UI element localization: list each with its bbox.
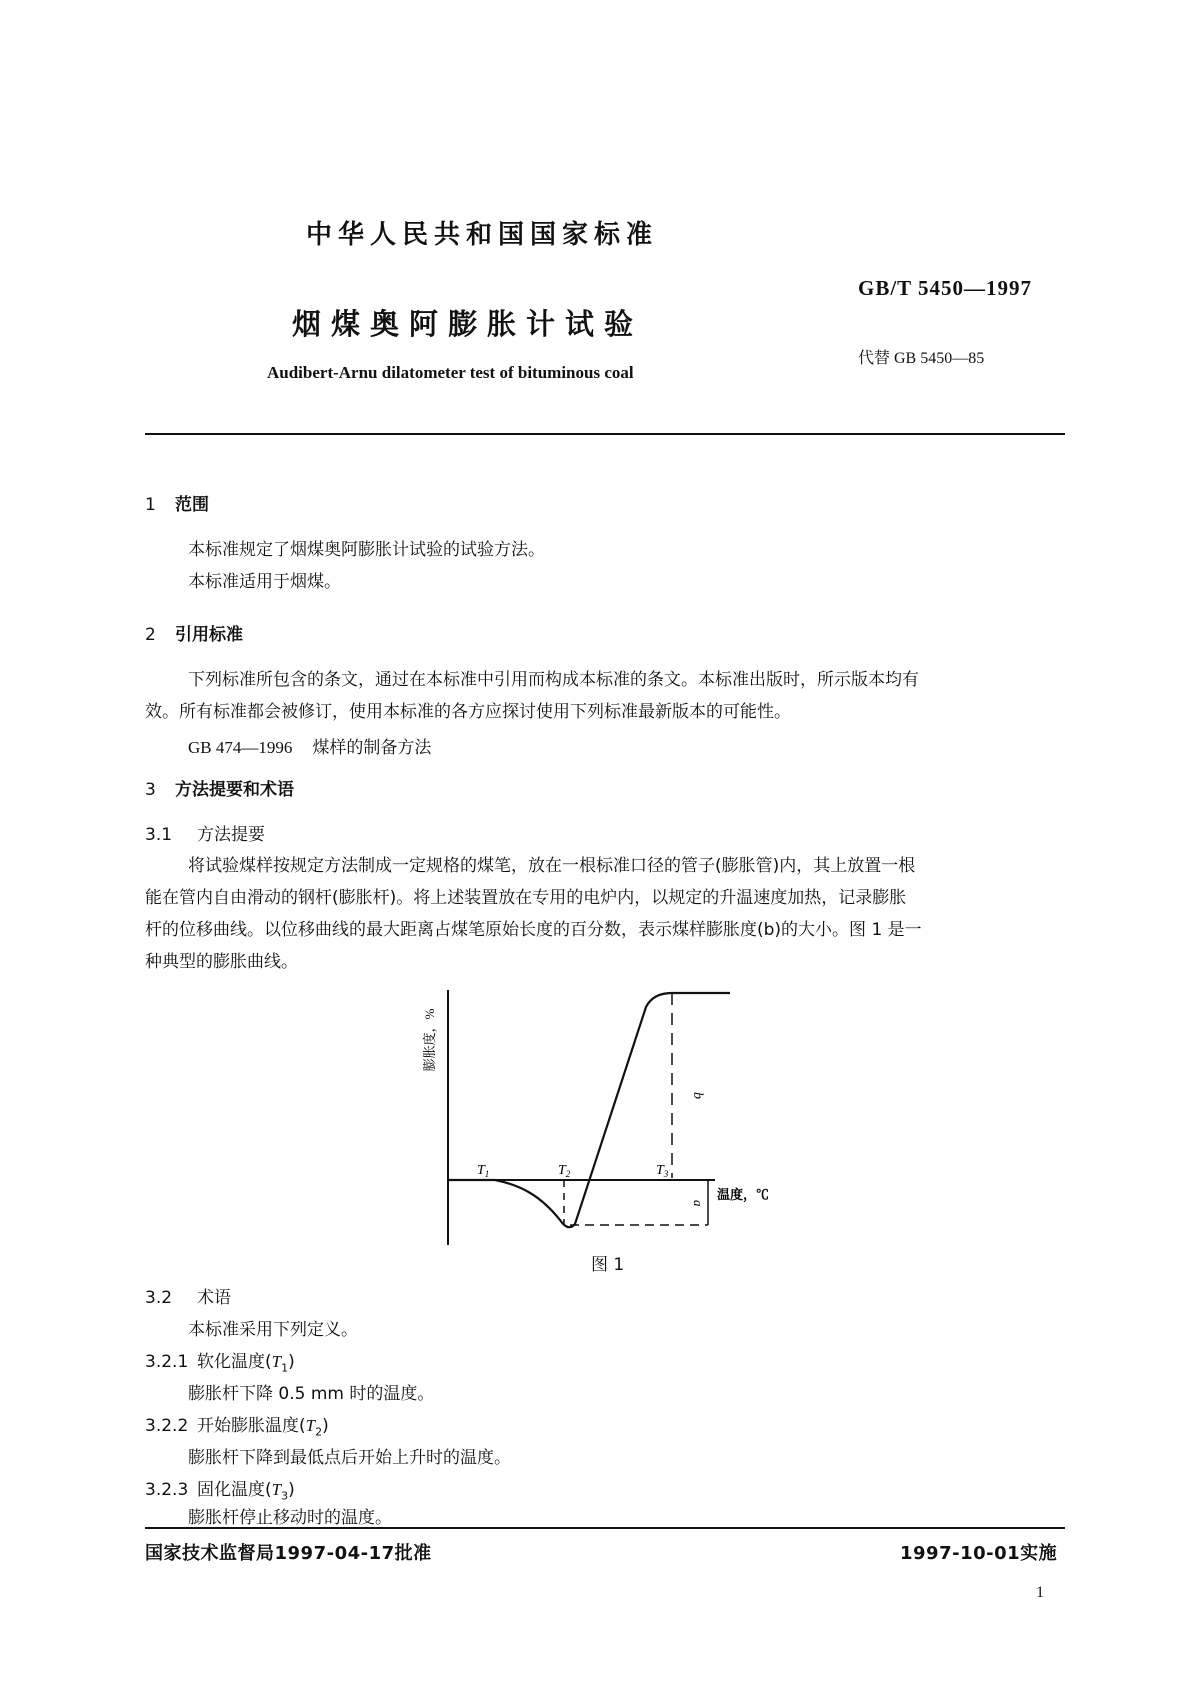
term-3-2-2-definition: 膨胀杆下降到最低点后开始上升时的温度。 <box>188 1448 511 1468</box>
ref-code: GB 474—1996 <box>188 738 293 757</box>
term-symbol: T <box>305 1416 316 1435</box>
section-number: 2 <box>145 625 156 645</box>
footer-rule <box>145 1527 1065 1529</box>
paragraph-line: 本标准适用于烟煤。 <box>188 572 341 592</box>
term-close: ) <box>288 1352 295 1372</box>
term-title: 软化温度( <box>197 1352 272 1372</box>
t1-label: $T_1$ <box>477 1163 490 1179</box>
b-label: b <box>690 1092 705 1099</box>
term-close: ) <box>322 1416 329 1436</box>
paragraph-line: 效。所有标准都会被修订，使用本标准的各方应探讨使用下列标准最新版本的可能性。 <box>145 702 791 722</box>
section-3-1-heading <box>145 820 265 845</box>
standard-number: GB/T 5450—1997 <box>858 276 1033 300</box>
figure-caption: 图 1 <box>591 1255 625 1275</box>
term-number: 3.2.1 <box>145 1352 189 1372</box>
section-3-heading <box>145 775 294 800</box>
t3-label: $T_3$ <box>656 1163 669 1179</box>
ref-title: 煤样的制备方法 <box>312 738 432 758</box>
term-title: 固化温度( <box>197 1480 272 1500</box>
section-title: 范围 <box>175 495 209 515</box>
section-1-heading <box>145 490 209 515</box>
t2-label: $T_2$ <box>558 1163 571 1179</box>
title-chinese: 烟煤奥阿膨胀计试验 <box>292 307 644 341</box>
terms-intro: 本标准采用下列定义。 <box>188 1320 358 1340</box>
term-symbol-subscript: 2 <box>315 1425 323 1439</box>
term-3-2-3-heading <box>145 1475 295 1502</box>
subsection-title: 方法提要 <box>197 825 265 845</box>
a-label: a <box>691 1200 706 1207</box>
term-close: ) <box>288 1480 295 1500</box>
term-3-2-3-definition: 膨胀杆停止移动时的温度。 <box>188 1508 392 1528</box>
x-axis-label: 温度，℃ <box>717 1187 770 1202</box>
section-3-1-body <box>145 850 1065 978</box>
subsection-number: 3.1 <box>145 825 173 845</box>
replaces-note: 代替 GB 5450—85 <box>858 350 985 367</box>
section-2-heading <box>145 620 243 645</box>
section-number: 1 <box>145 495 156 515</box>
referenced-standard <box>188 733 431 758</box>
section-3-2-heading <box>145 1283 231 1308</box>
term-symbol: T <box>271 1352 282 1371</box>
paragraph-line: 本标准规定了烟煤奥阿膨胀计试验的试验方法。 <box>188 540 545 560</box>
dilatation-curve-figure <box>420 980 770 1250</box>
paragraph-line: 下列标准所包含的条文，通过在本标准中引用而构成本标准的条文。本标准出版时，所示版本均有 <box>188 670 919 690</box>
page-number: 1 <box>1036 1584 1044 1601</box>
title-english: Audibert-Arnu dilatometer test of bituminous coal <box>267 363 634 382</box>
term-symbol-subscript: 3 <box>281 1489 289 1503</box>
term-number: 3.2.3 <box>145 1480 189 1500</box>
term-3-2-2-heading <box>145 1411 329 1438</box>
section-title: 方法提要和术语 <box>175 780 294 800</box>
implementation-date: 1997-10-01实施 <box>900 1543 1058 1564</box>
term-3-2-1-definition: 膨胀杆下降 0.5 mm 时的温度。 <box>188 1384 435 1404</box>
paragraph-line: 将试验煤样按规定方法制成一定规格的煤笔，放在一根标准口径的管子(膨胀管)内，其上放置一根 <box>188 856 916 876</box>
subsection-title: 术语 <box>197 1288 231 1308</box>
section-number: 3 <box>145 780 156 800</box>
section-1-body <box>188 534 545 598</box>
term-3-2-1-heading <box>145 1347 295 1374</box>
section-2-body <box>145 664 1065 728</box>
term-title: 开始膨胀温度( <box>197 1416 306 1436</box>
section-title: 引用标准 <box>175 625 243 645</box>
paragraph-line: 能在管内自由滑动的钢杆(膨胀杆)。将上述装置放在专用的电炉内，以规定的升温速度加热，记录膨胀 <box>145 888 907 908</box>
paragraph-line: 杆的位移曲线。以位移曲线的最大距离占煤笔原始长度的百分数，表示煤样膨胀度(b)的大小。图 1 是一 <box>145 920 922 940</box>
paragraph-line: 种典型的膨胀曲线。 <box>145 952 298 972</box>
national-standard-heading: 中华人民共和国国家标准 <box>306 220 659 250</box>
subsection-number: 3.2 <box>145 1288 173 1308</box>
term-number: 3.2.2 <box>145 1416 189 1436</box>
term-symbol-subscript: 1 <box>281 1361 289 1375</box>
header-rule <box>145 433 1065 435</box>
term-symbol: T <box>271 1480 282 1499</box>
dilatation-curve <box>448 993 730 1227</box>
y-axis-label: 膨胀度，% <box>422 1008 437 1072</box>
approval-note: 国家技术监督局1997-04-17批准 <box>145 1543 432 1564</box>
